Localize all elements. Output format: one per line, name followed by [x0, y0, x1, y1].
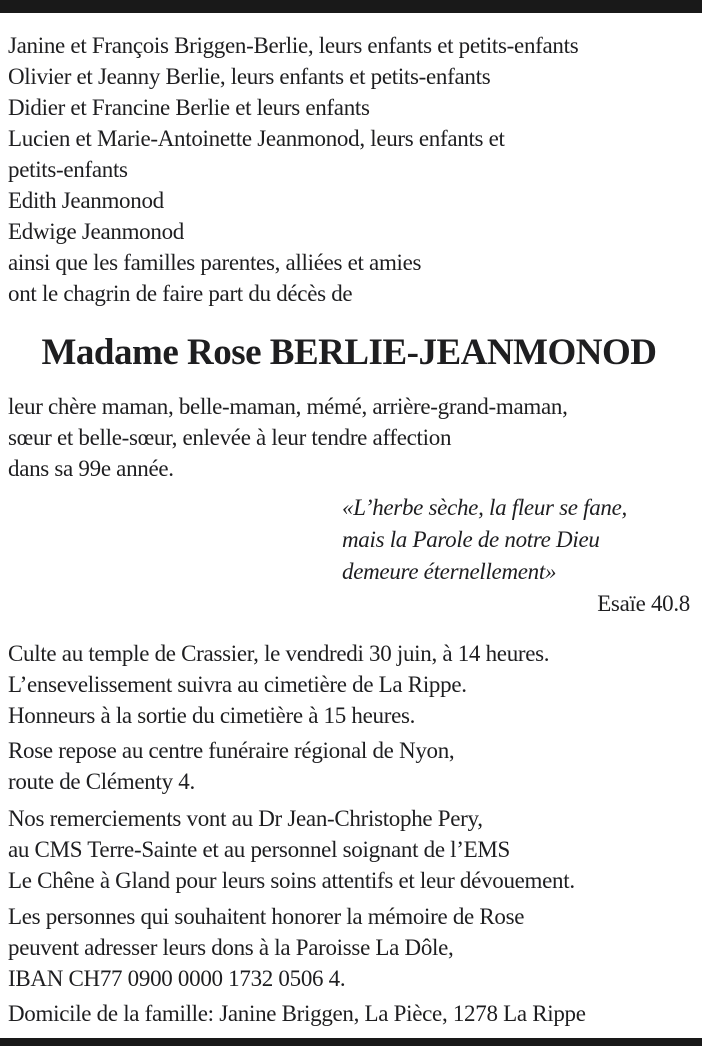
repose-line: Rose repose au centre funéraire régional de Nyon, — [8, 738, 455, 763]
bible-quote — [342, 492, 690, 619]
top-rule — [0, 0, 702, 13]
repose-line: route de Clémenty 4. — [8, 769, 195, 794]
donation-line: IBAN CH77 0900 0000 1732 0506 4. — [8, 966, 346, 991]
family-members-paragraph — [8, 30, 690, 309]
quote-attribution: Esaïe 40.8 — [597, 591, 690, 616]
domicile-line: Domicile de la famille: Janine Briggen, La Pièce, 1278 La Rippe — [8, 1001, 586, 1026]
service-line: L’ensevelissement suivra au cimetière de La Rippe. — [8, 672, 467, 697]
quote-line: mais la Parole de notre Dieu — [342, 527, 600, 552]
family-line: Edwige Jeanmonod — [8, 219, 184, 244]
family-line: ont le chagrin de faire part du décès de — [8, 281, 353, 306]
notice-content — [0, 13, 702, 1029]
family-line: petits-enfants — [8, 157, 128, 182]
donation-line: peuvent adresser leurs dons à la Paroisse La Dôle, — [8, 935, 454, 960]
tribute-line: leur chère maman, belle-maman, mémé, arrière-grand-maman, — [8, 394, 568, 419]
donation-line: Les personnes qui souhaitent honorer la mémoire de Rose — [8, 904, 525, 929]
family-line: Edith Jeanmonod — [8, 188, 164, 213]
thanks-line: Nos remerciements vont au Dr Jean-Christophe Pery, — [8, 806, 483, 831]
service-line: Culte au temple de Crassier, le vendredi 30 juin, à 14 heures. — [8, 641, 550, 666]
tribute-line: sœur et belle-sœur, enlevée à leur tendre affection — [8, 425, 452, 450]
family-line: ainsi que les familles parentes, alliées et amies — [8, 250, 422, 275]
service-paragraph — [8, 638, 690, 731]
family-line: Olivier et Jeanny Berlie, leurs enfants et petits-enfants — [8, 64, 491, 89]
tribute-line: dans sa 99e année. — [8, 456, 174, 481]
family-line: Lucien et Marie-Antoinette Jeanmonod, leurs enfants et — [8, 126, 505, 151]
quote-line: «L’herbe sèche, la fleur se fane, — [342, 495, 627, 520]
repose-paragraph — [8, 735, 690, 797]
domicile-paragraph — [8, 998, 690, 1029]
quote-line: demeure éternellement» — [342, 559, 557, 584]
donation-paragraph — [8, 901, 690, 994]
deceased-name-title: Madame Rose BERLIE-JEANMONOD — [41, 332, 657, 373]
family-line: Didier et Francine Berlie et leurs enfants — [8, 95, 370, 120]
thanks-line: au CMS Terre-Sainte et au personnel soignant de l’EMS — [8, 837, 511, 862]
family-line: Janine et François Briggen-Berlie, leurs enfants et petits-enfants — [8, 33, 579, 58]
thanks-paragraph — [8, 803, 690, 896]
service-line: Honneurs à la sortie du cimetière à 15 heures. — [8, 703, 416, 728]
bottom-rule — [0, 1038, 702, 1046]
tribute-paragraph — [8, 391, 690, 484]
thanks-line: Le Chêne à Gland pour leurs soins attentifs et leur dévouement. — [8, 868, 575, 893]
